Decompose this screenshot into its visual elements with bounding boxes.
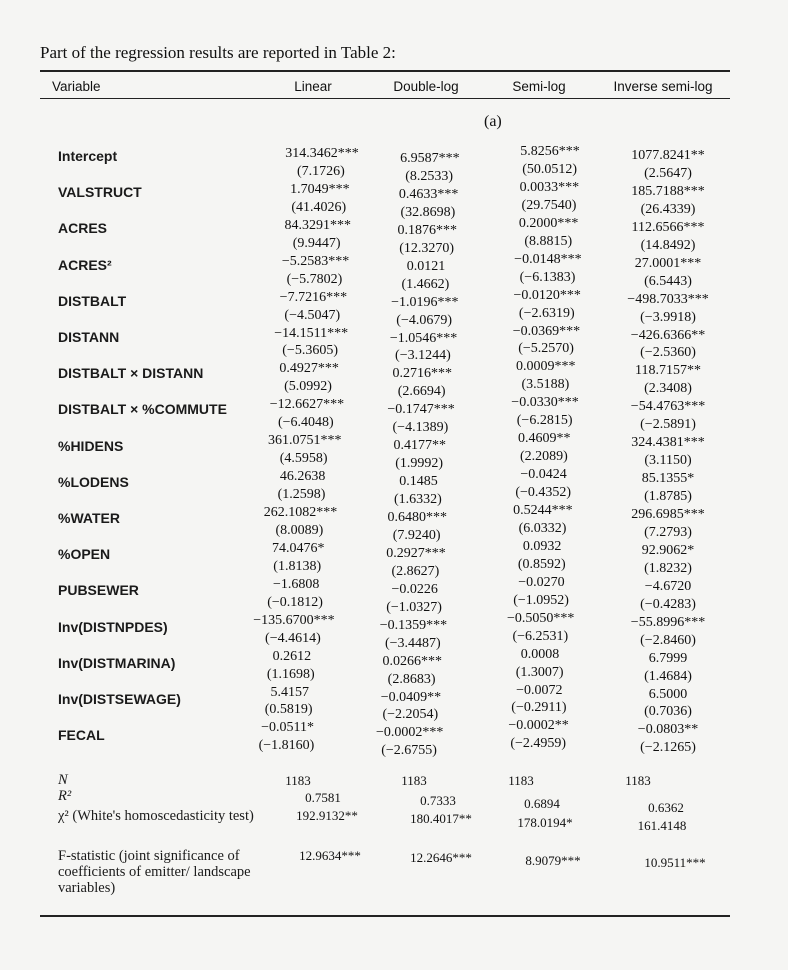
coefficient-linear: 46.2638	[279, 469, 326, 485]
column-header-inverse-semi-log: Inverse semi-log	[613, 79, 713, 94]
t-statistic-semi-log: (8.8815)	[524, 233, 573, 249]
stat-r2-linear: 0.7581	[305, 790, 341, 805]
row-label: PUBSEWER	[58, 582, 139, 599]
t-statistic-linear: (−4.5047)	[284, 307, 341, 323]
t-statistic-inverse-semi-log: (1.4684)	[644, 668, 692, 684]
stat-n-double-log: 1183	[401, 773, 427, 788]
t-statistic-double-log: (1.6332)	[393, 492, 442, 508]
coefficient-linear: −5.2583***	[281, 253, 350, 269]
table-caption: Part of the regression results are reported in Table 2:	[40, 43, 396, 62]
stat-r2-inverse-semi-log: 0.6362	[648, 800, 684, 815]
t-statistic-double-log: (−3.1244)	[395, 348, 451, 364]
row-label: %HIDENS	[58, 437, 124, 454]
row-label: %WATER	[58, 510, 120, 526]
coefficient-semi-log: 0.5244***	[513, 503, 573, 518]
t-statistic-linear: (7.1726)	[297, 163, 345, 179]
coefficient-linear: 0.2612	[272, 648, 312, 664]
t-statistic-semi-log: (1.3007)	[515, 664, 564, 680]
coefficient-linear: −7.7216***	[279, 289, 348, 305]
coefficient-inverse-semi-log: −0.0803**	[637, 722, 699, 738]
t-statistic-semi-log: (6.0332)	[518, 520, 567, 536]
t-statistic-double-log: (12.3270)	[399, 240, 455, 256]
coefficient-double-log: 0.0121	[406, 258, 446, 274]
stat-chi-inverse-semi-log: 161.4148	[637, 818, 687, 833]
coefficient-inverse-semi-log: −4.6720	[644, 578, 692, 594]
coefficient-double-log: 0.4177**	[393, 438, 447, 454]
t-statistic-linear: (−4.4614)	[265, 630, 321, 646]
coefficient-inverse-semi-log: 296.6985***	[631, 507, 705, 522]
coefficient-linear: 361.0751***	[268, 433, 342, 449]
row-label-f-statistic: F-statistic (joint significance of coefficients of emitter/ landscape variables)	[58, 848, 251, 896]
t-statistic-linear: (0.5819)	[264, 702, 313, 718]
t-statistic-double-log: (7.9240)	[392, 527, 441, 543]
header-rule	[40, 98, 730, 99]
t-statistic-semi-log: (−5.2570)	[518, 341, 574, 357]
t-statistic-semi-log: (−6.2815)	[516, 413, 573, 429]
coefficient-inverse-semi-log: 6.5000	[648, 686, 688, 702]
coefficient-linear: 1.7049***	[290, 181, 350, 197]
coefficient-double-log: 0.1876***	[397, 222, 458, 238]
coefficient-double-log: 0.2927***	[386, 545, 446, 561]
stat-chi-double-log: 180.4017**	[410, 811, 472, 826]
t-statistic-semi-log: (29.7540)	[521, 197, 577, 213]
t-statistic-linear: (8.0089)	[275, 522, 324, 538]
coefficient-linear: −0.0511*	[261, 720, 314, 736]
t-statistic-semi-log: (−2.4959)	[510, 736, 567, 752]
t-statistic-double-log: (1.4662)	[401, 276, 450, 292]
coefficient-double-log: −0.0226	[391, 581, 438, 597]
coefficient-semi-log: −0.0330***	[511, 395, 579, 411]
coefficient-inverse-semi-log: 1077.8241**	[631, 148, 705, 163]
t-statistic-linear: (−5.7802)	[286, 271, 343, 287]
coefficient-linear: 74.0476*	[272, 540, 325, 556]
t-statistic-inverse-semi-log: (1.8785)	[644, 489, 692, 505]
t-statistic-linear: (4.5958)	[279, 451, 328, 467]
coefficient-semi-log: −0.0369***	[512, 323, 581, 339]
column-header-variable: Variable	[52, 79, 101, 94]
coefficient-double-log: −0.0002***	[376, 725, 444, 741]
t-statistic-inverse-semi-log: (3.1150)	[644, 453, 692, 469]
t-statistic-semi-log: (3.5188)	[521, 377, 570, 393]
coefficient-double-log: 0.4633***	[398, 186, 459, 202]
column-header-semi-log: Semi-log	[512, 79, 566, 94]
t-statistic-double-log: (−1.0327)	[386, 599, 442, 615]
coefficient-double-log: 0.0266***	[382, 653, 442, 669]
coefficient-linear: −1.6808	[272, 576, 320, 592]
t-statistic-semi-log: (50.0512)	[522, 161, 578, 177]
t-statistic-linear: (−0.1812)	[267, 594, 323, 610]
coefficient-semi-log: 0.0932	[522, 538, 562, 554]
t-statistic-double-log: (−4.0679)	[396, 312, 453, 328]
t-statistic-inverse-semi-log: (−2.5891)	[640, 417, 696, 433]
row-label: Inv(DISTSEWAGE)	[58, 691, 181, 707]
t-statistic-linear: (−1.8160)	[258, 738, 315, 754]
t-statistic-inverse-semi-log: (−2.1265)	[640, 740, 696, 756]
t-statistic-inverse-semi-log: (2.3408)	[644, 381, 692, 397]
t-statistic-linear: (1.8138)	[273, 558, 322, 574]
coefficient-semi-log: 0.0009***	[515, 359, 576, 375]
t-statistic-semi-log: (−0.4352)	[515, 485, 572, 501]
t-statistic-double-log: (−2.2054)	[382, 707, 439, 723]
t-statistic-semi-log: (−1.0952)	[513, 592, 569, 608]
t-statistic-double-log: (−3.4487)	[384, 635, 441, 651]
t-statistic-double-log: (32.8698)	[400, 204, 456, 220]
coefficient-double-log: 6.9587***	[400, 151, 460, 166]
coefficient-linear: 84.3291***	[284, 217, 351, 233]
coefficient-inverse-semi-log: 185.7188***	[631, 183, 705, 199]
t-statistic-inverse-semi-log: (−0.4283)	[640, 596, 696, 612]
row-label: DISTANN	[58, 329, 120, 345]
coefficient-semi-log: −0.5050***	[507, 610, 575, 626]
row-label: ACRES	[58, 220, 108, 237]
t-statistic-inverse-semi-log: (14.8492)	[640, 237, 696, 253]
coefficient-linear: −14.1511***	[274, 325, 349, 341]
coefficient-double-log: −1.0546***	[389, 330, 458, 346]
t-statistic-inverse-semi-log: (0.7036)	[644, 704, 692, 720]
t-statistic-inverse-semi-log: (−3.9918)	[640, 309, 696, 325]
t-statistic-semi-log: (−6.2531)	[512, 628, 569, 644]
row-label: %LODENS	[58, 473, 129, 490]
coefficient-semi-log: 0.0008	[520, 646, 560, 662]
coefficient-inverse-semi-log: 6.7999	[648, 650, 688, 666]
coefficient-double-log: 0.1485	[399, 474, 438, 490]
table-top-rule	[40, 70, 730, 72]
stat-r2-double-log: 0.7333	[420, 793, 456, 808]
row-label: FECAL	[58, 727, 105, 744]
table-bottom-rule	[40, 915, 730, 917]
row-label: Intercept	[58, 148, 118, 164]
t-statistic-inverse-semi-log: (−2.5360)	[640, 345, 696, 361]
stat-chi-semi-log: 178.0194*	[517, 815, 573, 830]
stat-n-linear: 1183	[285, 773, 311, 788]
panel-label: (a)	[484, 113, 502, 130]
coefficient-semi-log: −0.0270	[518, 574, 565, 590]
coefficient-inverse-semi-log: 324.4381***	[631, 435, 705, 451]
t-statistic-double-log: (8.2533)	[405, 168, 454, 184]
coefficient-semi-log: 0.2000***	[518, 215, 579, 231]
t-statistic-semi-log: (2.2089)	[520, 449, 568, 465]
t-statistic-double-log: (−4.1389)	[392, 420, 449, 436]
row-label-n: N	[58, 772, 68, 788]
t-statistic-inverse-semi-log: (1.8232)	[644, 560, 692, 576]
coefficient-inverse-semi-log: 112.6566***	[631, 219, 705, 235]
coefficient-linear: −12.6627***	[269, 397, 345, 413]
t-statistic-double-log: (2.8683)	[387, 671, 436, 687]
t-statistic-semi-log: (−6.1383)	[519, 269, 576, 285]
t-statistic-linear: (1.2598)	[277, 487, 326, 503]
t-statistic-semi-log: (−2.6319)	[518, 305, 575, 321]
t-statistic-linear: (1.1698)	[266, 666, 315, 682]
stat-r2-semi-log: 0.6894	[524, 796, 560, 811]
t-statistic-double-log: (2.6694)	[397, 384, 446, 400]
coefficient-semi-log: −0.0120***	[513, 287, 581, 303]
stat-f-inverse-semi-log: 10.9511***	[644, 855, 706, 870]
coefficient-semi-log: −0.0002**	[508, 718, 569, 734]
row-label: Inv(DISTNPDES)	[58, 618, 168, 635]
coefficient-linear: 5.4157	[270, 684, 309, 700]
coefficient-double-log: 0.2716***	[392, 366, 453, 382]
coefficient-double-log: −0.0409**	[380, 689, 442, 705]
t-statistic-inverse-semi-log: (6.5443)	[644, 273, 692, 289]
t-statistic-semi-log: (−0.2911)	[511, 700, 567, 716]
coefficient-linear: −135.6700***	[253, 612, 335, 628]
t-statistic-double-log: (1.9992)	[395, 456, 444, 472]
coefficient-linear: 262.1082***	[263, 505, 338, 520]
column-header-linear: Linear	[294, 79, 332, 94]
row-label: Inv(DISTMARINA)	[58, 654, 176, 671]
t-statistic-inverse-semi-log: (−2.8460)	[640, 632, 696, 648]
coefficient-semi-log: 0.0033***	[519, 179, 580, 195]
t-statistic-semi-log: (0.8592)	[517, 556, 566, 572]
coefficient-inverse-semi-log: −55.8996***	[630, 614, 706, 630]
stat-f-semi-log: 8.9079***	[525, 853, 581, 868]
t-statistic-double-log: (2.8627)	[391, 563, 440, 579]
stat-n-semi-log: 1183	[508, 773, 534, 788]
t-statistic-inverse-semi-log: (26.4339)	[640, 201, 696, 217]
coefficient-inverse-semi-log: −498.7033***	[627, 291, 709, 307]
coefficient-inverse-semi-log: 27.0001***	[634, 255, 702, 271]
coefficient-semi-log: −0.0148***	[514, 251, 582, 267]
row-label-r2: R²	[58, 788, 72, 804]
coefficient-linear: 0.4927***	[279, 361, 339, 377]
coefficient-semi-log: −0.0072	[516, 682, 563, 698]
coefficient-semi-log: 0.4609**	[518, 431, 571, 447]
coefficient-semi-log: −0.0424	[520, 467, 567, 483]
t-statistic-inverse-semi-log: (7.2793)	[644, 524, 692, 540]
coefficient-double-log: 0.6480***	[387, 510, 447, 525]
row-label: DISTBALT × DISTANN	[58, 365, 204, 382]
row-label: ACRES²	[58, 256, 112, 273]
stat-f-linear: 12.9634***	[299, 848, 361, 863]
coefficient-double-log: −0.1359***	[379, 617, 448, 633]
coefficient-inverse-semi-log: 118.7157**	[635, 363, 701, 379]
stat-chi-linear: 192.9132**	[296, 808, 358, 823]
row-label: DISTBALT × %COMMUTE	[58, 401, 227, 418]
row-label: VALSTRUCT	[58, 184, 142, 201]
t-statistic-inverse-semi-log: (2.5647)	[644, 165, 692, 181]
stat-f-double-log: 12.2646***	[410, 850, 472, 865]
coefficient-double-log: −1.0196***	[391, 294, 459, 310]
row-label: %OPEN	[58, 546, 111, 563]
t-statistic-linear: (−5.3605)	[282, 343, 339, 359]
column-header-double-log: Double-log	[393, 79, 459, 94]
t-statistic-linear: (−6.4048)	[277, 415, 334, 431]
t-statistic-double-log: (−2.6755)	[381, 743, 437, 759]
stat-n-inverse-semi-log: 1183	[625, 773, 651, 788]
t-statistic-linear: (41.4026)	[291, 199, 347, 215]
coefficient-double-log: −0.1747***	[387, 402, 455, 418]
coefficient-inverse-semi-log: 85.1355*	[641, 471, 695, 487]
t-statistic-linear: (9.9447)	[292, 235, 341, 251]
coefficient-semi-log: 5.8256***	[520, 144, 580, 159]
coefficient-linear: 314.3462***	[285, 146, 359, 161]
t-statistic-linear: (5.0992)	[284, 379, 332, 395]
coefficient-inverse-semi-log: −426.6366**	[630, 327, 706, 343]
row-label: DISTBALT	[58, 292, 127, 309]
coefficient-inverse-semi-log: 92.9062*	[641, 542, 695, 558]
coefficient-inverse-semi-log: −54.4763***	[630, 399, 706, 415]
row-label-chi-square: χ² (White's homoscedasticity test)	[58, 808, 254, 824]
